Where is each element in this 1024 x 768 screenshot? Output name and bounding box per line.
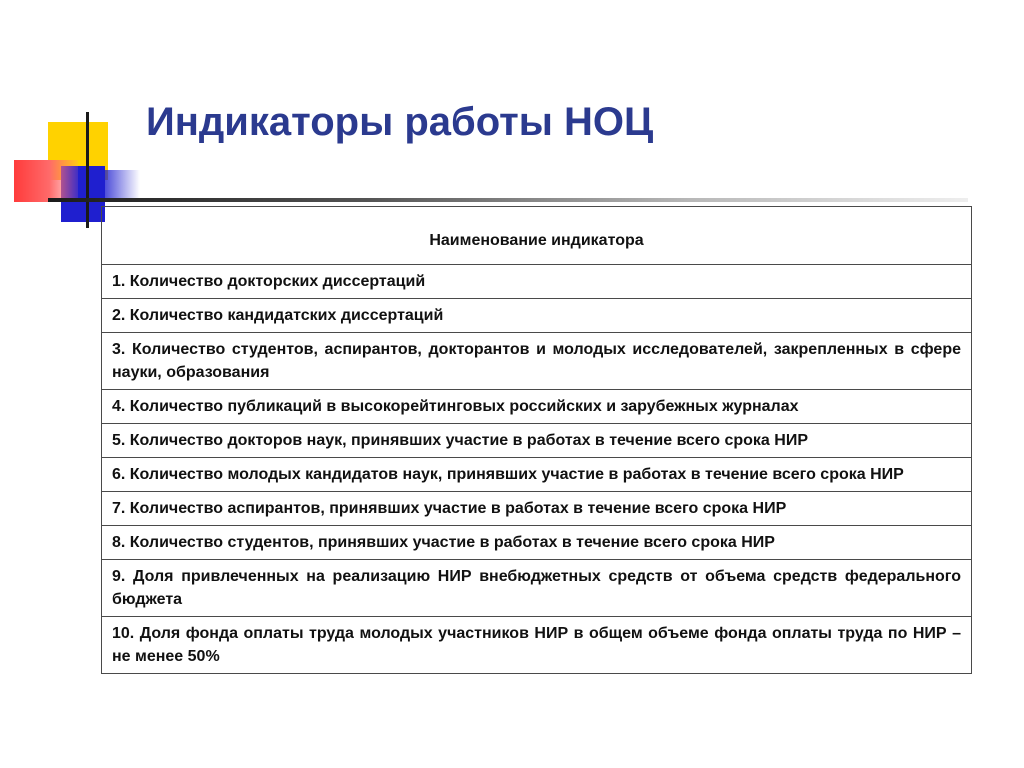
table-header-cell: Наименование индикатора: [102, 207, 972, 265]
table-row: [102, 560, 972, 617]
table-row: [102, 390, 972, 424]
table-row: [102, 265, 972, 299]
decor-vertical-line: [86, 112, 89, 228]
indicator-cell-2: 2. Количество кандидатских диссертаций: [102, 299, 972, 333]
indicator-cell-10: 10. Доля фонда оплаты труда молодых участников НИР в общем объеме фонда оплаты труда по НИР – не менее 50%: [102, 617, 972, 674]
decor-red-square: [14, 160, 78, 202]
indicator-cell-8: 8. Количество студентов, принявших участие в работах в течение всего срока НИР: [102, 526, 972, 560]
table-row: [102, 424, 972, 458]
table-row: [102, 526, 972, 560]
indicator-cell-4: 4. Количество публикаций в высокорейтинговых российских и зарубежных журналах: [102, 390, 972, 424]
decor-horizontal-rule: [48, 198, 968, 202]
indicator-cell-6: 6. Количество молодых кандидатов наук, принявших участие в работах в течение всего срока НИР: [102, 458, 972, 492]
table-header-row: [102, 207, 972, 265]
table-row: [102, 333, 972, 390]
table-row: [102, 458, 972, 492]
table-row: [102, 299, 972, 333]
indicator-cell-1: 1. Количество докторских диссертаций: [102, 265, 972, 299]
decor-blue-glow: [100, 170, 140, 200]
indicator-cell-7: 7. Количество аспирантов, принявших участие в работах в течение всего срока НИР: [102, 492, 972, 526]
table-row: [102, 492, 972, 526]
indicator-table: [101, 206, 972, 674]
table-row: [102, 617, 972, 674]
indicator-cell-5: 5. Количество докторов наук, принявших участие в работах в течение всего срока НИР: [102, 424, 972, 458]
indicator-cell-9: 9. Доля привлеченных на реализацию НИР внебюджетных средств от объема средств федерального бюджета: [102, 560, 972, 617]
indicator-cell-3: 3. Количество студентов, аспирантов, докторантов и молодых исследователей, закрепленных в сфере науки, образования: [102, 333, 972, 390]
slide-title: Индикаторы работы НОЦ: [146, 100, 654, 144]
